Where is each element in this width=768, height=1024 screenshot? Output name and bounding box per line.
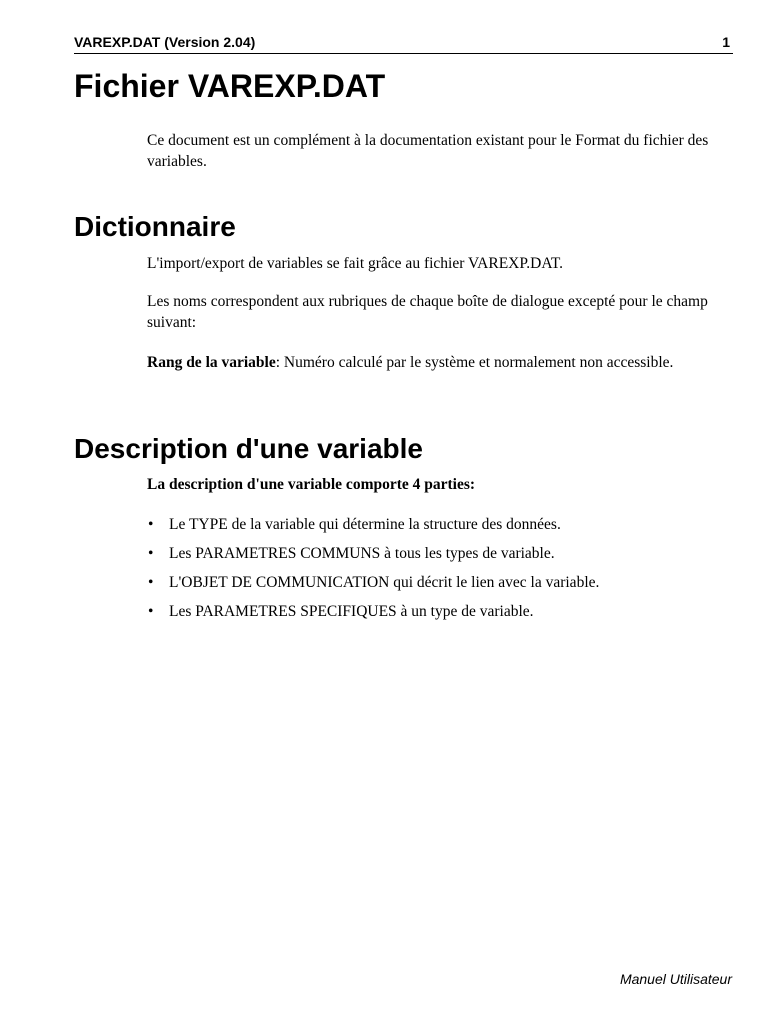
list-item-text: Le TYPE de la variable qui détermine la structure des données. (169, 516, 561, 533)
page-number: 1 (722, 34, 730, 50)
section-heading-description: Description d'une variable (74, 433, 423, 464)
import-paragraph: L'import/export de variables se fait grâce au fichier VAREXP.DAT. (147, 255, 564, 272)
description-lead: La description d'une variable comporte 4 parties: (147, 476, 476, 493)
page-footer: Manuel Utilisateur (619, 971, 732, 987)
bullet-icon: • (148, 516, 154, 533)
list-item (147, 514, 733, 543)
list-item (147, 572, 733, 601)
rang-paragraph (147, 352, 733, 373)
header-title: VAREXP.DAT (Version 2.04) (74, 34, 256, 50)
bullet-icon: • (148, 603, 154, 620)
rang-text: : Numéro calculé par le système et normalement non accessible. (275, 354, 674, 371)
rang-label: Rang de la variable (147, 354, 276, 371)
parts-list (147, 514, 733, 630)
bullet-icon: • (148, 574, 154, 591)
noms-paragraph: Les noms correspondent aux rubriques de chaque boîte de dialogue excepté pour le champ suivant: (147, 293, 708, 331)
list-item (147, 601, 733, 630)
list-item-text: Les PARAMETRES COMMUNS à tous les types de variable. (169, 545, 555, 562)
section-heading-dictionnaire: Dictionnaire (74, 211, 236, 242)
list-item (147, 543, 733, 572)
page-title: Fichier VAREXP.DAT (74, 68, 386, 104)
bullet-icon: • (148, 545, 154, 562)
list-item-text: L'OBJET DE COMMUNICATION qui décrit le lien avec la variable. (169, 574, 600, 591)
intro-paragraph: Ce document est un complément à la documentation existant pour le Format du fichier des variables. (147, 132, 709, 170)
page-header (74, 32, 733, 54)
list-item-text: Les PARAMETRES SPECIFIQUES à un type de variable. (169, 603, 534, 620)
